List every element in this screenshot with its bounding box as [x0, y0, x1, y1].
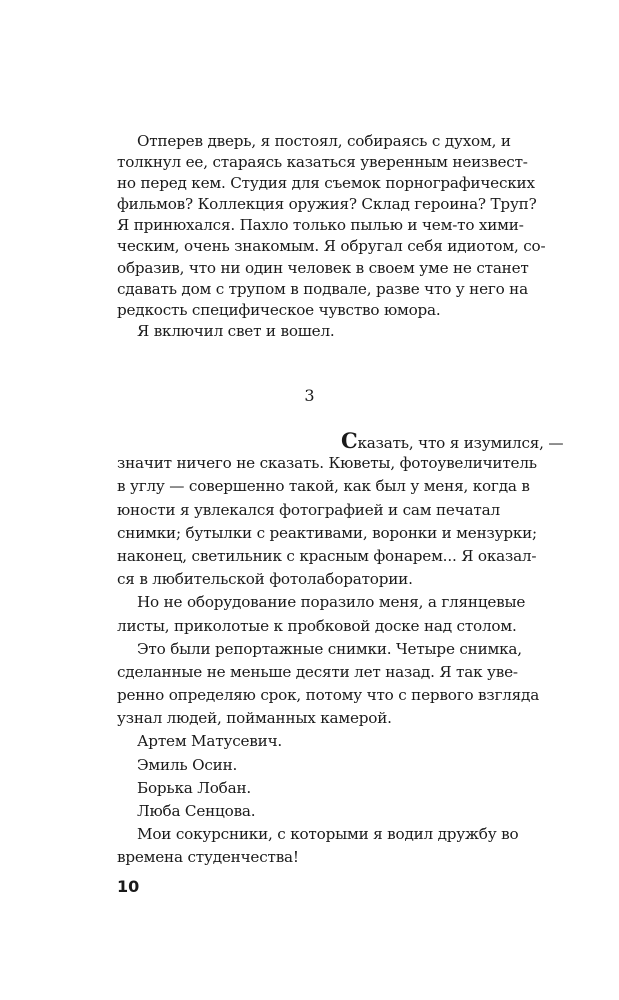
text-line: ренно определяю срок, потому что с первого взгляда — [117, 686, 540, 705]
text-line: Это были репортажные снимки. Четыре снимка, — [137, 639, 522, 658]
text-line: ческим, очень знакомым. Я обругал себя идиотом, со- — [117, 237, 546, 256]
text-line: образив, что ни один человек в своем уме не станет — [117, 258, 529, 277]
chapter-number: 3 — [304, 386, 315, 405]
drop-cap: С — [341, 428, 358, 453]
text-line: Но не оборудование поразило меня, а глянцевые — [137, 593, 526, 612]
text-line: Борька Лобан. — [137, 778, 252, 797]
text-line: юности я увлекался фотографией и сам печатал — [117, 500, 500, 519]
text-line: Я принюхался. Пахло только пылью и чем-то хими- — [117, 216, 524, 235]
text-line: фильмов? Коллекция оружия? Склад героина? Труп? — [117, 195, 537, 214]
text-block-section-1 — [117, 131, 546, 342]
text-line: времена студенчества! — [117, 848, 299, 867]
text-line: Эмиль Осин. — [137, 755, 238, 774]
line-text: казать, что я изумился, — — [357, 434, 564, 452]
text-line: Отперев дверь, я постоял, собираясь с духом, и — [137, 132, 511, 150]
text-line: толкнул ее, стараясь казаться уверенным неизвест- — [117, 153, 528, 172]
text-line: ся в любительской фотолаборатории. — [117, 570, 413, 589]
text-line: Люба Сенцова. — [137, 802, 256, 820]
text-line: в углу — совершенно такой, как был у меня, когда в — [117, 477, 530, 496]
text-line: значит ничего не сказать. Кюветы, фотоувеличитель — [117, 454, 537, 473]
page-number: 10 — [117, 877, 140, 896]
text-line: узнал людей, пойманных камерой. — [117, 709, 392, 728]
text-block-section-2 — [117, 428, 564, 870]
text-line: сделанные не меньше десяти лет назад. Я так уве- — [117, 662, 518, 681]
text-line: но перед кем. Студия для съемок порнографических — [117, 174, 535, 193]
text-line — [117, 428, 564, 453]
text-line: Я включил свет и вошел. — [137, 321, 335, 340]
text-line: наконец, светильник с красным фонарем... Я оказал- — [117, 546, 537, 565]
text-line: редкость специфическое чувство юмора. — [117, 300, 441, 319]
text-line: снимки; бутылки с реактивами, воронки и мензурки; — [117, 523, 537, 542]
text-line: Артем Матусевич. — [137, 732, 283, 751]
text-line: сдавать дом с трупом в подвале, разве что у него на — [117, 279, 528, 298]
text-line: Мои сокурсники, с которыми я водил дружбу во — [137, 825, 519, 844]
text-line: листы, приколотые к пробковой доске над столом. — [117, 616, 517, 635]
